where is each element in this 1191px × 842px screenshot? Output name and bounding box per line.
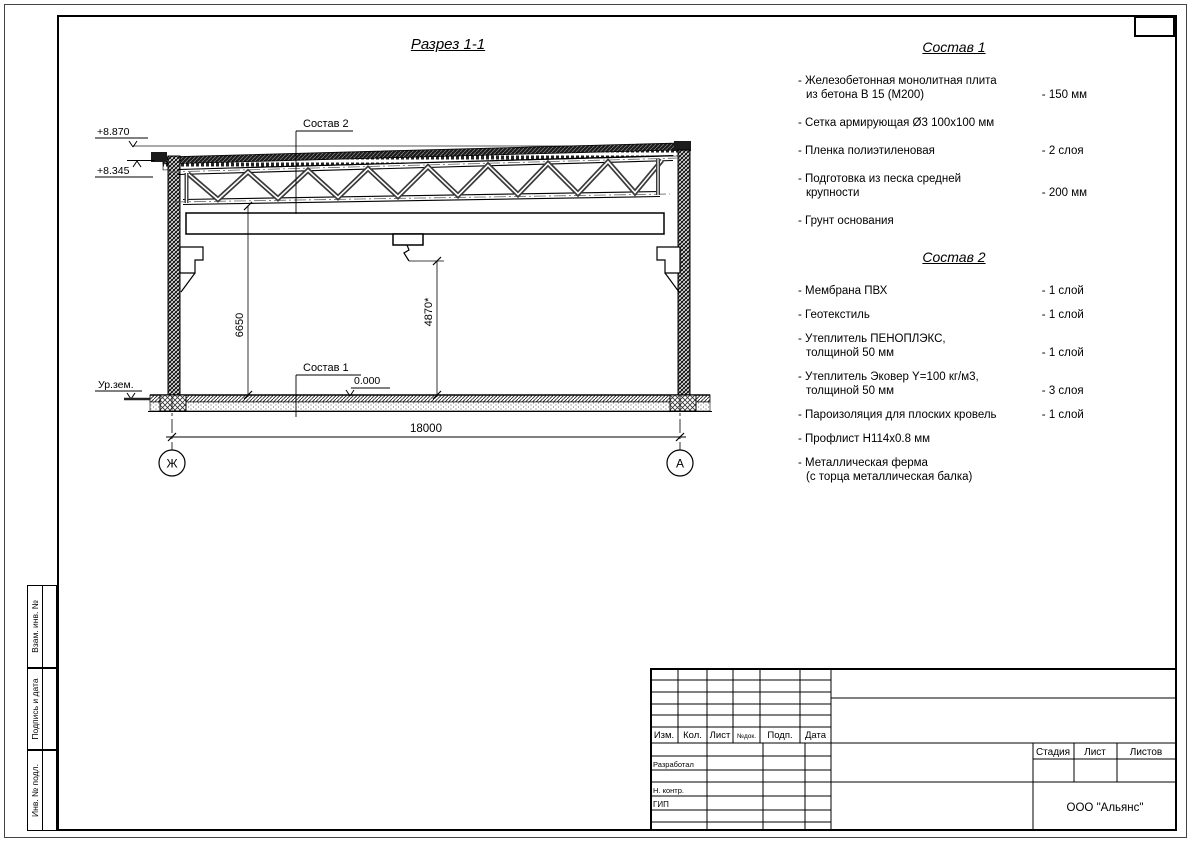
material-item (798, 332, 1110, 360)
level-roof-label: +8.345 (97, 165, 130, 177)
material-item (798, 408, 1110, 422)
material-value: - 2 слоя (1041, 145, 1084, 157)
elevation-mark-top (95, 126, 148, 147)
material-value: - 200 мм (1041, 187, 1088, 199)
rev-header-ndok: №док. (736, 733, 757, 740)
dim-span-label: 18000 (410, 423, 442, 435)
rev-header-kol: Кол. (683, 730, 702, 741)
strip-label-inv: Инв. № подл. (30, 764, 40, 817)
material-value: - 1 слой (1041, 285, 1084, 297)
elevation-mark-floor (346, 375, 390, 396)
material-value: - 1 слой (1041, 309, 1084, 321)
role-gip: ГИП (653, 800, 669, 809)
material-name: - Металлическая ферма (с торца металлическая балка) (798, 457, 973, 483)
materials-list-2 (798, 284, 1110, 484)
role-ncontrol: Н. контр. (653, 786, 684, 795)
material-item (798, 456, 1110, 484)
right-corbel (657, 247, 680, 292)
material-name: - Утеплитель Эковер Y=100 кг/м3, толщиной 50 мм (798, 371, 979, 397)
section-title: Разрез 1-1 (410, 36, 486, 53)
stage-header: Стадия (1035, 747, 1071, 758)
sostav1-title: Состав 1 (922, 39, 986, 55)
strip-label-podpis: Подпись и дата (30, 678, 40, 740)
title-block (650, 668, 1177, 831)
material-item (798, 432, 1110, 446)
material-item (798, 284, 1110, 298)
margin-strip-divider (42, 585, 43, 831)
level-floor-label: 0.000 (354, 375, 381, 387)
level-top-label: +8.870 (97, 126, 130, 138)
hanger-detail (393, 234, 444, 261)
material-name: - Мембрана ПВХ (798, 285, 888, 297)
material-item (798, 370, 1110, 398)
right-footing (670, 395, 696, 411)
ground-label: Ур.зем. (98, 379, 134, 391)
sostav2-title: Состав 2 (922, 249, 986, 265)
materials-list-1 (798, 74, 1110, 228)
strip-label-vzam: Взам. инв. № (30, 600, 40, 653)
dim-clearance-label: 4870* (423, 297, 435, 327)
material-value: - 1 слой (1041, 409, 1084, 421)
rev-header-data: Дата (804, 730, 827, 741)
floor-slab (148, 395, 712, 412)
rev-header-podp: Подп. (767, 730, 793, 741)
material-item (798, 172, 1110, 200)
callout-floor-label: Состав 1 (303, 362, 349, 374)
dim-height-label: 6650 (234, 312, 246, 338)
material-value: - 3 слоя (1041, 385, 1084, 397)
elevation-mark-roof (95, 161, 155, 178)
company-name: ООО "Альянс" (1066, 802, 1144, 814)
left-footing (160, 395, 186, 411)
material-name: - Сетка армирующая Ø3 100х100 мм (798, 117, 995, 129)
rev-header-izm: Изм. (653, 730, 675, 741)
axis-right-label: А (675, 456, 685, 471)
material-name: - Грунт основания (798, 215, 894, 227)
left-corbel (180, 247, 203, 292)
material-name: - Подготовка из песка средней крупности (798, 173, 962, 199)
material-name: - Профлист Н114х0.8 мм (798, 433, 931, 445)
material-name: - Геотекстиль (798, 309, 870, 321)
materials-panel (798, 40, 1110, 494)
material-value: - 150 мм (1041, 89, 1088, 101)
material-name: - Пароизоляция для плоских кровель (798, 409, 997, 421)
material-item (798, 214, 1110, 228)
material-item (798, 144, 1110, 158)
material-item (798, 308, 1110, 322)
material-name: - Железобетонная монолитная плита из бетона В 15 (М200) (798, 75, 997, 101)
material-value: - 1 слой (1041, 347, 1084, 359)
role-developed: Разработал (653, 760, 694, 769)
axis-left-label: Ж (166, 456, 178, 471)
sheet-header: Лист (1084, 747, 1106, 758)
callout-roof-label: Состав 2 (303, 118, 349, 130)
material-name: - Утеплитель ПЕНОПЛЭКС, толщиной 50 мм (798, 333, 946, 359)
dimension-clearance-4870 (423, 257, 441, 399)
sheets-header: Листов (1129, 747, 1163, 758)
material-item (798, 116, 1110, 130)
support-beam (186, 213, 664, 234)
ground-level-mark (95, 379, 150, 399)
material-name: - Пленка полиэтиленовая (798, 145, 935, 157)
material-item (798, 74, 1110, 102)
left-column (168, 156, 180, 395)
axis-markers (159, 450, 693, 476)
rev-header-list: Лист (709, 730, 731, 741)
